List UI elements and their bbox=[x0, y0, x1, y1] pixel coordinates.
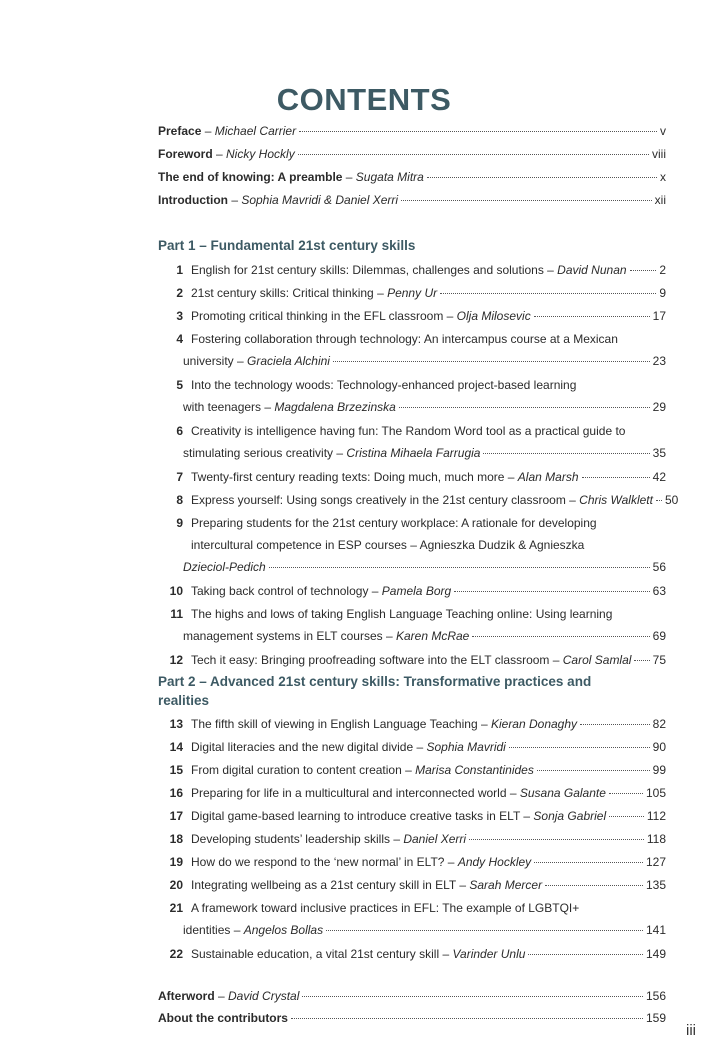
chapter-author: Agnieszka Dudzik & Agnieszka bbox=[419, 538, 585, 552]
entry-text bbox=[183, 396, 396, 418]
dash: – bbox=[373, 286, 388, 300]
toc-entry bbox=[183, 919, 666, 941]
chapter-author: Pamela Borg bbox=[381, 584, 452, 598]
page-number: v bbox=[660, 124, 666, 138]
dot-leader bbox=[401, 200, 652, 201]
dot-leader bbox=[580, 724, 650, 725]
entry-text bbox=[191, 580, 451, 602]
entry-text bbox=[191, 259, 627, 281]
dot-leader bbox=[326, 930, 643, 931]
entry-text bbox=[183, 442, 480, 464]
toc-entry bbox=[158, 580, 666, 602]
dot-leader bbox=[483, 453, 649, 454]
dot-leader bbox=[534, 862, 643, 863]
dash: – bbox=[520, 809, 534, 823]
page-number: iii bbox=[686, 1022, 696, 1039]
chapter-title: Creativity is intelligence having fun: The Random Word tool as a practical guide to bbox=[191, 424, 626, 438]
chapter-title: stimulating serious creativity bbox=[183, 446, 334, 460]
toc-entry bbox=[158, 603, 666, 625]
part-2-heading-cont: realities bbox=[158, 693, 210, 708]
page-number: 23 bbox=[652, 354, 666, 368]
entry-text bbox=[191, 282, 437, 304]
entry-text bbox=[158, 166, 424, 188]
entry-label: Preface bbox=[158, 124, 202, 138]
chapter-title: intercultural competence in ESP courses bbox=[191, 538, 407, 552]
entry-label: Foreword bbox=[158, 147, 213, 161]
dot-leader bbox=[656, 500, 662, 501]
toc-entry bbox=[158, 985, 666, 1007]
chapter-title: Preparing students for the 21st century workplace: A rationale for developing bbox=[191, 516, 597, 530]
dash: – bbox=[506, 786, 520, 800]
chapter-number: 22 bbox=[169, 947, 183, 961]
dot-leader bbox=[630, 270, 657, 271]
dot-leader bbox=[269, 567, 650, 568]
entry-text bbox=[183, 350, 330, 372]
entry-text bbox=[191, 466, 579, 488]
chapter-title: management systems in ELT courses bbox=[183, 629, 383, 643]
chapter-number: 10 bbox=[169, 584, 183, 598]
dash: – bbox=[230, 923, 244, 937]
chapter-author: Carol Samlal bbox=[562, 653, 632, 667]
chapter-title: Tech it easy: Bringing proofreading software into the ELT classroom bbox=[191, 653, 550, 667]
chapter-number: 18 bbox=[169, 832, 183, 846]
chapter-author: Sonja Gabriel bbox=[533, 809, 607, 823]
dash: – bbox=[406, 538, 420, 552]
chapter-number: 8 bbox=[176, 493, 183, 507]
entry-text bbox=[191, 805, 606, 827]
dash: – bbox=[549, 653, 563, 667]
chapter-author: Chris Walklett bbox=[579, 493, 653, 507]
toc-entry bbox=[183, 350, 666, 372]
page-number: 29 bbox=[652, 400, 666, 414]
dash: – bbox=[456, 878, 470, 892]
toc-entry bbox=[158, 828, 666, 850]
toc-entry bbox=[158, 328, 666, 350]
entry-text bbox=[158, 143, 295, 165]
chapter-title: Digital game-based learning to introduce creative tasks in ELT bbox=[191, 809, 521, 823]
entry-continuation bbox=[191, 534, 666, 556]
entry-text bbox=[191, 305, 531, 327]
dash: – bbox=[342, 170, 356, 184]
toc-entry bbox=[158, 943, 666, 965]
toc-entry bbox=[158, 897, 666, 919]
toc-entry bbox=[158, 120, 666, 142]
chapter-number: 13 bbox=[169, 717, 183, 731]
dash: – bbox=[201, 124, 215, 138]
toc-entry bbox=[183, 396, 666, 418]
chapter-number: 14 bbox=[169, 740, 183, 754]
page-number: 50 bbox=[664, 493, 679, 507]
page-number: xii bbox=[654, 193, 666, 207]
toc-entry bbox=[158, 420, 666, 442]
chapter-author: Angelos Bollas bbox=[243, 923, 324, 937]
chapter-title: The highs and lows of taking English Language Teaching online: Using learning bbox=[191, 607, 613, 621]
chapter-number: 6 bbox=[176, 424, 183, 438]
dot-leader bbox=[454, 591, 649, 592]
dot-leader bbox=[333, 361, 650, 362]
dash: – bbox=[543, 263, 558, 277]
chapter-title: Taking back control of technology bbox=[191, 584, 369, 598]
chapter-author: Cristina Mihaela Farrugia bbox=[346, 446, 481, 460]
entry-text bbox=[183, 919, 323, 941]
dash: – bbox=[413, 740, 427, 754]
entry-text bbox=[191, 489, 653, 511]
page-number: 2 bbox=[659, 263, 666, 277]
dash: – bbox=[212, 147, 227, 161]
entry-label: Afterword bbox=[158, 989, 215, 1003]
toc-entry bbox=[183, 556, 666, 578]
dash: – bbox=[444, 855, 458, 869]
toc-entry bbox=[158, 736, 666, 758]
chapter-number: 2 bbox=[176, 286, 183, 300]
chapter-title: The fifth skill of viewing in English Language Teaching bbox=[191, 717, 478, 731]
entry-author: Sugata Mitra bbox=[355, 170, 424, 184]
entry-text bbox=[191, 759, 534, 781]
page-number: 75 bbox=[652, 653, 666, 667]
entry-text bbox=[191, 649, 631, 671]
toc-entry bbox=[158, 374, 666, 396]
dot-leader bbox=[298, 154, 649, 155]
chapter-title: identities bbox=[183, 923, 231, 937]
page-number: 156 bbox=[645, 989, 666, 1003]
chapter-author: Penny Ur bbox=[387, 286, 438, 300]
chapter-title: Twenty-first century reading texts: Doing much, much more bbox=[191, 470, 505, 484]
toc-entry bbox=[158, 805, 666, 827]
chapter-title: Sustainable education, a vital 21st century skill bbox=[191, 947, 440, 961]
chapter-author: Karen McRae bbox=[395, 629, 470, 643]
chapter-title: Fostering collaboration through technology: An intercampus course at a Mexican bbox=[191, 332, 618, 346]
chapter-number: 11 bbox=[170, 607, 183, 621]
page-number: x bbox=[660, 170, 666, 184]
entry-text bbox=[191, 874, 542, 896]
dot-leader bbox=[545, 885, 643, 886]
entry-text bbox=[191, 736, 506, 758]
page-number: 141 bbox=[645, 923, 666, 937]
dash: – bbox=[227, 193, 242, 207]
dot-leader bbox=[634, 660, 649, 661]
dash: – bbox=[390, 832, 404, 846]
toc-entry bbox=[158, 759, 666, 781]
toc-entry bbox=[158, 782, 666, 804]
toc-entry bbox=[158, 282, 666, 304]
chapter-author: Olja Milosevic bbox=[456, 309, 531, 323]
dash: – bbox=[261, 400, 275, 414]
entry-label: Introduction bbox=[158, 193, 228, 207]
dash: – bbox=[233, 354, 248, 368]
toc-entry bbox=[158, 512, 666, 534]
chapter-title: Integrating wellbeing as a 21st century skill in ELT bbox=[191, 878, 457, 892]
part-2-heading: Part 2 – Advanced 21st century skills: Transformative practices and bbox=[158, 674, 592, 689]
chapter-author: Kieran Donaghy bbox=[490, 717, 578, 731]
page-number: 56 bbox=[652, 560, 666, 574]
chapter-title: with teenagers bbox=[183, 400, 262, 414]
dash: – bbox=[368, 584, 382, 598]
dot-leader bbox=[537, 770, 650, 771]
dot-leader bbox=[427, 177, 657, 178]
chapter-title: university bbox=[183, 354, 234, 368]
dash: – bbox=[565, 493, 580, 507]
chapter-title: Into the technology woods: Technology-enhanced project-based learning bbox=[191, 378, 577, 392]
dot-leader bbox=[399, 407, 650, 408]
dot-leader bbox=[582, 477, 650, 478]
page-number: 17 bbox=[652, 309, 666, 323]
chapter-author: Magdalena Brzezinska bbox=[274, 400, 396, 414]
dash: – bbox=[382, 629, 396, 643]
entry-author: David Crystal bbox=[228, 989, 300, 1003]
chapter-number: 19 bbox=[169, 855, 183, 869]
entry-author: Sophia Mavridi & Daniel Xerri bbox=[241, 193, 399, 207]
chapter-number: 5 bbox=[176, 378, 183, 392]
chapter-author: Susana Galante bbox=[519, 786, 606, 800]
toc-entry bbox=[158, 874, 666, 896]
dot-leader bbox=[291, 1018, 643, 1019]
chapter-title: Express yourself: Using songs creatively in the 21st century classroom bbox=[191, 493, 566, 507]
part-1-heading: Part 1 – Fundamental 21st century skills bbox=[158, 238, 416, 253]
entry-text bbox=[191, 943, 525, 965]
dot-leader bbox=[299, 131, 657, 132]
entry-text bbox=[191, 851, 531, 873]
page-number: 105 bbox=[645, 786, 666, 800]
page-number: 90 bbox=[652, 740, 666, 754]
dash: – bbox=[439, 947, 453, 961]
chapter-number: 20 bbox=[169, 878, 183, 892]
entry-text bbox=[158, 1007, 288, 1029]
chapter-title: Preparing for life in a multicultural and interconnected world bbox=[191, 786, 507, 800]
toc-entry bbox=[158, 189, 666, 211]
chapter-author: Andy Hockley bbox=[457, 855, 532, 869]
dot-leader bbox=[609, 793, 643, 794]
dash: – bbox=[504, 470, 518, 484]
chapter-title: From digital curation to content creation bbox=[191, 763, 402, 777]
chapter-author: Daniel Xerri bbox=[403, 832, 467, 846]
dot-leader bbox=[609, 816, 644, 817]
toc-entry bbox=[158, 851, 666, 873]
toc-entry bbox=[158, 143, 666, 165]
page-number: 135 bbox=[645, 878, 666, 892]
dash: – bbox=[443, 309, 457, 323]
toc-entry bbox=[183, 625, 666, 647]
chapter-title: How do we respond to the ‘new normal’ in ELT? bbox=[191, 855, 445, 869]
page-number: 99 bbox=[652, 763, 666, 777]
chapter-number: 17 bbox=[169, 809, 183, 823]
page-number: 69 bbox=[652, 629, 666, 643]
chapter-title: English for 21st century skills: Dilemmas, challenges and solutions bbox=[191, 263, 544, 277]
chapter-number: 21 bbox=[169, 901, 183, 915]
entry-text bbox=[158, 120, 296, 142]
chapter-number: 9 bbox=[176, 516, 183, 530]
entry-label: The end of knowing: A preamble bbox=[158, 170, 343, 184]
chapter-title: Developing students’ leadership skills bbox=[191, 832, 390, 846]
page-number: 118 bbox=[646, 832, 666, 846]
chapter-number: 4 bbox=[176, 332, 183, 346]
entry-author: Michael Carrier bbox=[214, 124, 297, 138]
page-number: 35 bbox=[652, 446, 666, 460]
dot-leader bbox=[472, 636, 649, 637]
entry-text bbox=[191, 782, 606, 804]
dash: – bbox=[333, 446, 347, 460]
chapter-author: Varinder Unlu bbox=[452, 947, 526, 961]
chapter-author: Sophia Mavridi bbox=[426, 740, 506, 754]
toc-entry bbox=[183, 442, 666, 464]
dot-leader bbox=[469, 839, 644, 840]
toc-entry bbox=[158, 466, 666, 488]
chapter-author: Alan Marsh bbox=[517, 470, 579, 484]
page-number: 127 bbox=[645, 855, 666, 869]
chapter-author: Graciela Alchini bbox=[247, 354, 330, 368]
chapter-number: 16 bbox=[169, 786, 183, 800]
chapter-title: Digital literacies and the new digital divide bbox=[191, 740, 414, 754]
page-number: 63 bbox=[652, 584, 666, 598]
chapter-author: Marisa Constantinides bbox=[415, 763, 534, 777]
page-number: viii bbox=[652, 147, 666, 161]
chapter-number: 1 bbox=[176, 263, 183, 277]
chapter-number: 7 bbox=[176, 470, 183, 484]
page-title: CONTENTS bbox=[276, 82, 452, 117]
entry-text bbox=[191, 713, 577, 735]
toc-entry bbox=[158, 489, 679, 511]
entry-text bbox=[183, 556, 266, 578]
dot-leader bbox=[302, 996, 643, 997]
toc-entry bbox=[158, 305, 666, 327]
toc-entry bbox=[158, 166, 666, 188]
dot-leader bbox=[528, 954, 643, 955]
entry-label: About the contributors bbox=[158, 1011, 288, 1025]
chapter-number: 3 bbox=[176, 309, 183, 323]
dash: – bbox=[477, 717, 491, 731]
entry-text bbox=[191, 828, 466, 850]
page-number: 149 bbox=[645, 947, 666, 961]
toc-entry bbox=[158, 1007, 666, 1029]
entry-author: Nicky Hockly bbox=[226, 147, 295, 161]
entry-text bbox=[158, 189, 398, 211]
toc-entry bbox=[158, 649, 666, 671]
chapter-title: Promoting critical thinking in the EFL classroom bbox=[191, 309, 444, 323]
dot-leader bbox=[534, 316, 650, 317]
toc-entry bbox=[158, 259, 666, 281]
chapter-author: Sarah Mercer bbox=[469, 878, 543, 892]
page-number: 159 bbox=[645, 1011, 666, 1025]
chapter-author: David Nunan bbox=[557, 263, 627, 277]
chapter-author: Dzieciol-Pedich bbox=[183, 560, 266, 574]
entry-text bbox=[158, 985, 299, 1007]
page-number: 112 bbox=[646, 809, 666, 823]
dash: – bbox=[214, 989, 229, 1003]
chapter-title: 21st century skills: Critical thinking bbox=[191, 286, 374, 300]
chapter-number: 12 bbox=[169, 653, 183, 667]
dot-leader bbox=[440, 293, 656, 294]
page-number: 82 bbox=[652, 717, 666, 731]
toc-entry bbox=[158, 713, 666, 735]
entry-text bbox=[183, 625, 469, 647]
page-number: 9 bbox=[659, 286, 666, 300]
dash: – bbox=[401, 763, 416, 777]
chapter-number: 15 bbox=[169, 763, 183, 777]
chapter-title: A framework toward inclusive practices in EFL: The example of LGBTQI+ bbox=[191, 901, 580, 915]
dot-leader bbox=[509, 747, 650, 748]
page-number: 42 bbox=[652, 470, 666, 484]
